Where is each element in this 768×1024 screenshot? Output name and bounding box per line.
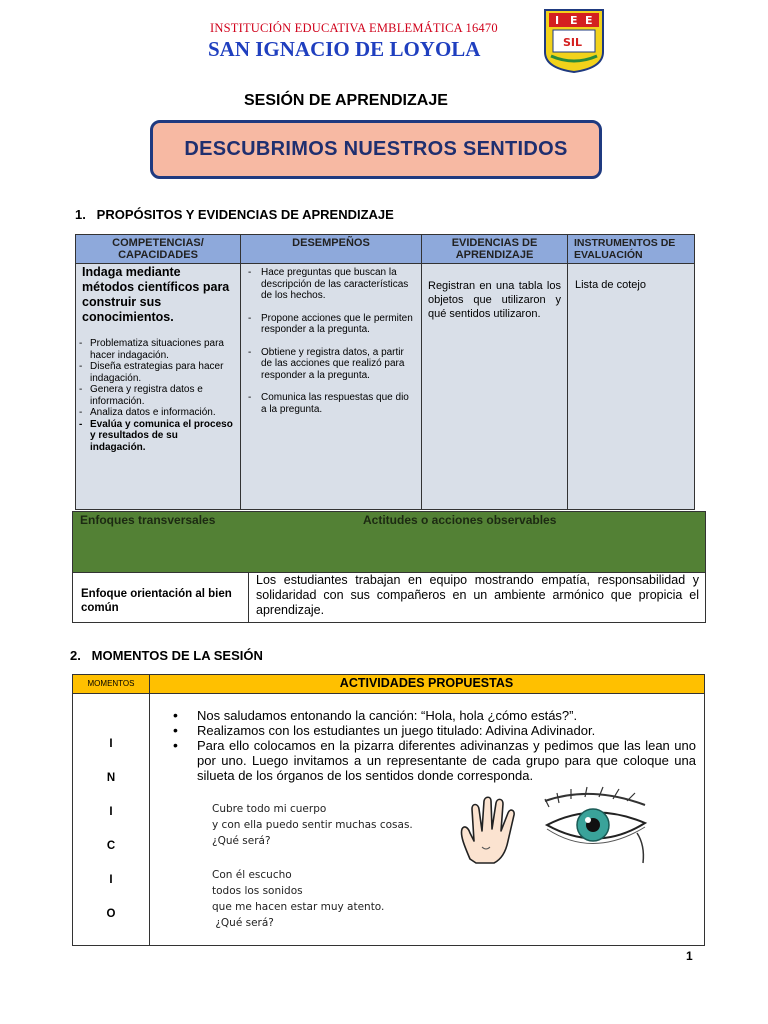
header-competencies: COMPETENCIAS/ CAPACIDADES xyxy=(76,235,241,263)
performances-list xyxy=(241,264,421,415)
header-evidence: EVIDENCIAS DE APRENDIZAJE xyxy=(422,235,568,263)
evidence-text: Registran en una tabla los objetos que utilizaron y qué sentidos utilizaron. xyxy=(428,280,561,320)
capacity-item: - Problematiza situaciones para hacer indagación. xyxy=(76,338,236,361)
approaches-row xyxy=(73,572,705,622)
capacity-item: - Diseña estrategias para hacer indagación. xyxy=(76,361,236,384)
capacity-item: - Evalúa y comunica el proceso y resultados de su indagación. xyxy=(76,419,236,454)
capacity-item: - Genera y registra datos e información. xyxy=(76,384,236,407)
logo-letter-2: E xyxy=(570,14,578,27)
activities-list xyxy=(171,708,696,783)
performance-item: - Comunica las respuestas que dio a la pregunta. xyxy=(245,392,415,415)
riddle-line: y con ella puedo sentir muchas cosas. xyxy=(212,819,413,831)
approaches-header-row xyxy=(73,512,705,572)
riddle-line: ¿Qué será? xyxy=(212,917,274,929)
capacities-list xyxy=(76,338,240,453)
competency-text: Indaga mediante métodos científicos para construir sus conocimientos. xyxy=(82,265,230,324)
activities-col-header: ACTIVIDADES PROPUESTAS xyxy=(339,676,514,690)
school-logo xyxy=(543,8,605,74)
activity-item: • Nos saludamos entonando la canción: “Hola, hola ¿cómo estás?”. xyxy=(171,708,696,723)
performance-item: - Obtiene y registra datos, a partir de las acciones que realizó para responder a la pregunta. xyxy=(245,347,415,382)
moment-inicio xyxy=(73,727,149,931)
approach-description: Los estudiantes trabajan en equipo mostrando empatía, responsabilidad y solidaridad con sus compañeros en un ambiente armónico que propicia el aprendizaje. xyxy=(256,573,699,617)
riddle-line: que me hacen estar muy atento. xyxy=(212,901,385,913)
approach-name: Enfoque orientación al bien común xyxy=(81,588,232,614)
moment-letter: I xyxy=(109,738,113,750)
riddle-line: todos los sonidos xyxy=(212,885,303,897)
performance-item: - Hace preguntas que buscan la descripción de las características de los hechos. xyxy=(245,267,415,302)
moments-col-header: MOMENTOS xyxy=(87,679,135,688)
hand-icon xyxy=(456,795,528,867)
evidence-cell xyxy=(422,263,568,509)
logo-letter-3: E xyxy=(585,14,593,27)
header-instruments: INSTRUMENTOS DE EVALUACIÓN xyxy=(568,235,694,263)
session-title-box xyxy=(150,120,602,179)
riddle-line: Con él escucho xyxy=(212,869,292,881)
instrument-cell xyxy=(568,263,694,509)
page-number: 1 xyxy=(686,949,693,963)
capacity-item: - Analiza datos e información. xyxy=(76,407,236,419)
institution-name: INSTITUCIÓN EDUCATIVA EMBLEMÁTICA 16470 xyxy=(210,21,498,35)
riddle-skin xyxy=(212,801,413,849)
approaches-header-right: Actitudes o acciones observables xyxy=(363,513,557,527)
riddle-ear xyxy=(212,867,384,931)
instrument-text: Lista de cotejo xyxy=(575,279,646,291)
school-name: SAN IGNACIO DE LOYOLA xyxy=(208,37,481,61)
section-2-heading: 2. MOMENTOS DE LA SESIÓN xyxy=(70,648,263,663)
moment-letter: I xyxy=(109,806,113,818)
moment-letter: I xyxy=(109,874,113,886)
logo-text: SIL xyxy=(563,36,583,49)
moment-letter: N xyxy=(106,772,116,784)
activity-item: • Para ello colocamos en la pizarra diferentes adivinanzas y pedimos que las lean uno por uno. Luego invitamos a un representante de cada grupo para que coloque una silueta de los órganos de los sentidos donde corresponda. xyxy=(171,738,696,783)
riddle-line: ¿Qué será? xyxy=(212,835,271,847)
activity-item: • Realizamos con los estudiantes un juego titulado: Adivina Adivinador. xyxy=(171,723,696,738)
session-title: DESCUBRIMOS NUESTROS SENTIDOS xyxy=(184,138,568,160)
riddle-line: Cubre todo mi cuerpo xyxy=(212,803,327,815)
moment-letter: C xyxy=(106,840,116,852)
performances-cell xyxy=(241,263,422,509)
logo-letter-1: I xyxy=(555,14,560,27)
approaches-table xyxy=(72,511,706,623)
purposes-table xyxy=(75,234,695,510)
approaches-header-left: Enfoques transversales xyxy=(80,513,216,527)
header-performances: DESEMPEÑOS xyxy=(241,235,422,263)
competencies-cell xyxy=(76,263,241,509)
session-label: SESIÓN DE APRENDIZAJE xyxy=(244,92,448,109)
section-1-heading: 1. PROPÓSITOS Y EVIDENCIAS DE APRENDIZAJE xyxy=(75,207,394,222)
moments-header-row xyxy=(73,675,704,694)
moment-letter: O xyxy=(106,908,116,920)
performance-item: - Propone acciones que le permiten responder a la pregunta. xyxy=(245,313,415,336)
eye-icon xyxy=(541,783,651,865)
moments-table xyxy=(72,674,705,946)
